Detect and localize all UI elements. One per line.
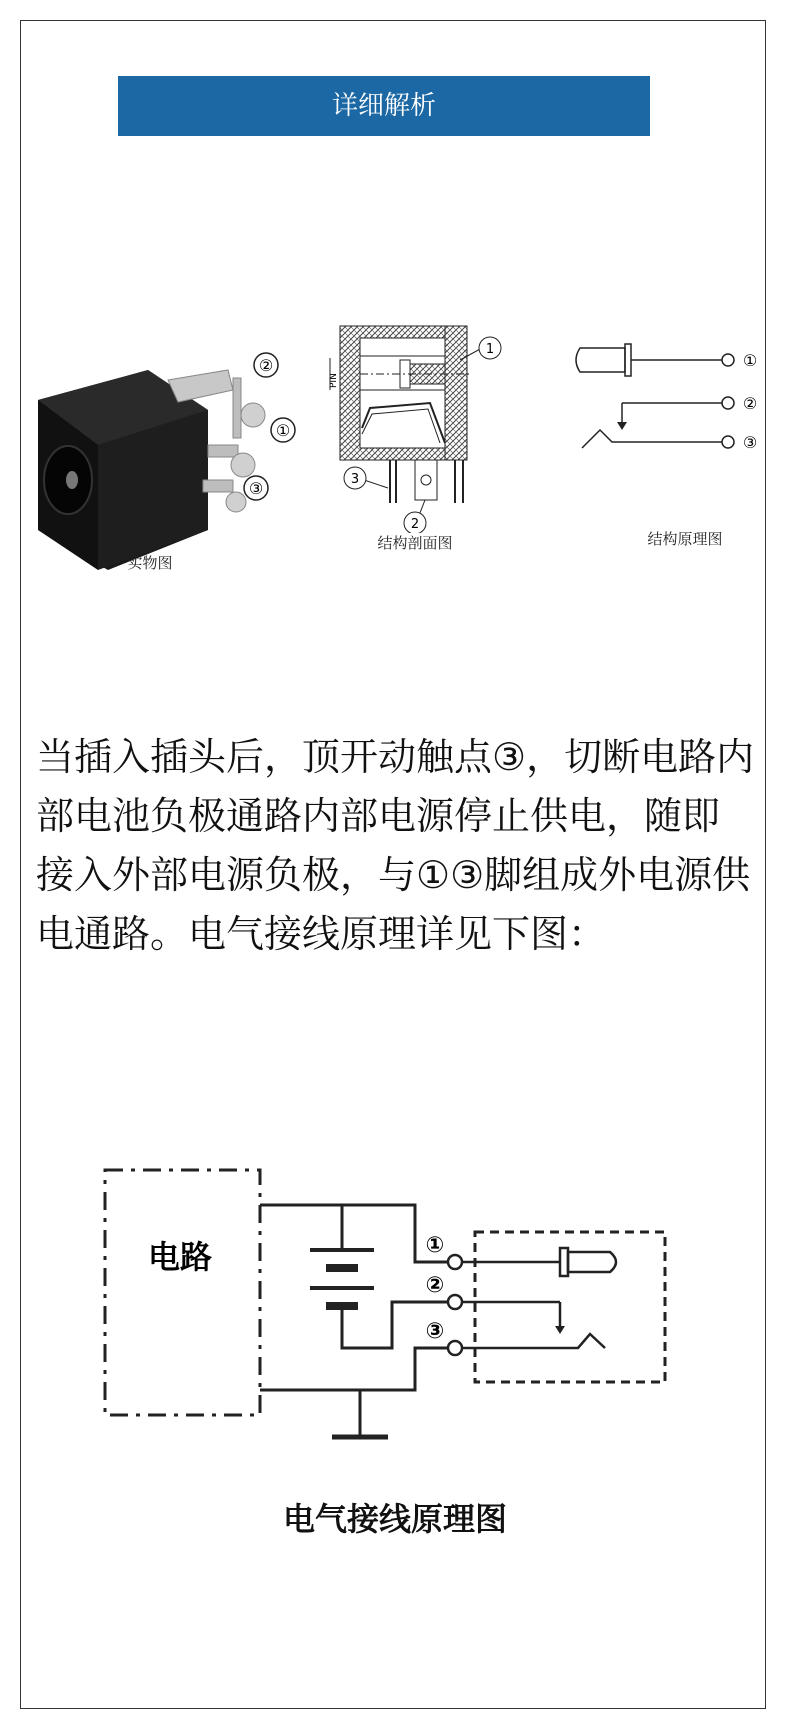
schematic-pin-2: ② (742, 394, 758, 413)
photo-caption: 实物图 (127, 554, 173, 572)
cross-section-drawing (300, 318, 550, 533)
section-pin-3: 3 (350, 472, 360, 487)
wiring-diagram-caption: 电气接线原理图 (282, 1500, 507, 1538)
photo-pin-3: ③ (248, 479, 264, 498)
section-caption: 结构剖面图 (377, 534, 453, 552)
section-pin-2: 2 (410, 517, 420, 532)
photo-pin-2: ② (258, 356, 274, 375)
schematic-caption: 结构原理图 (647, 530, 723, 548)
schematic-pin-1: ① (742, 351, 758, 370)
structure-schematic (570, 338, 765, 468)
jack-photo (28, 330, 298, 580)
pin-label: PIN (329, 373, 339, 388)
photo-pin-1: ① (275, 421, 291, 440)
circuit-label: 电路 (147, 1238, 213, 1276)
description-text: 当插入插头后，顶开动触点③，切断电路内部电池负极通路内部电源停止供电，随即接入外部电源负极，与①③脚组成外电源供电通路。电气接线原理详见下图： (36, 735, 755, 956)
wiring-pin-1: ① (425, 1233, 445, 1258)
section-pin-1: 1 (485, 342, 495, 357)
schematic-pin-3: ③ (742, 433, 758, 452)
wiring-pin-2: ② (425, 1273, 445, 1298)
wiring-diagram (90, 1150, 690, 1450)
section-banner: 详细解析 (118, 76, 650, 136)
wiring-pin-3: ③ (425, 1319, 445, 1344)
